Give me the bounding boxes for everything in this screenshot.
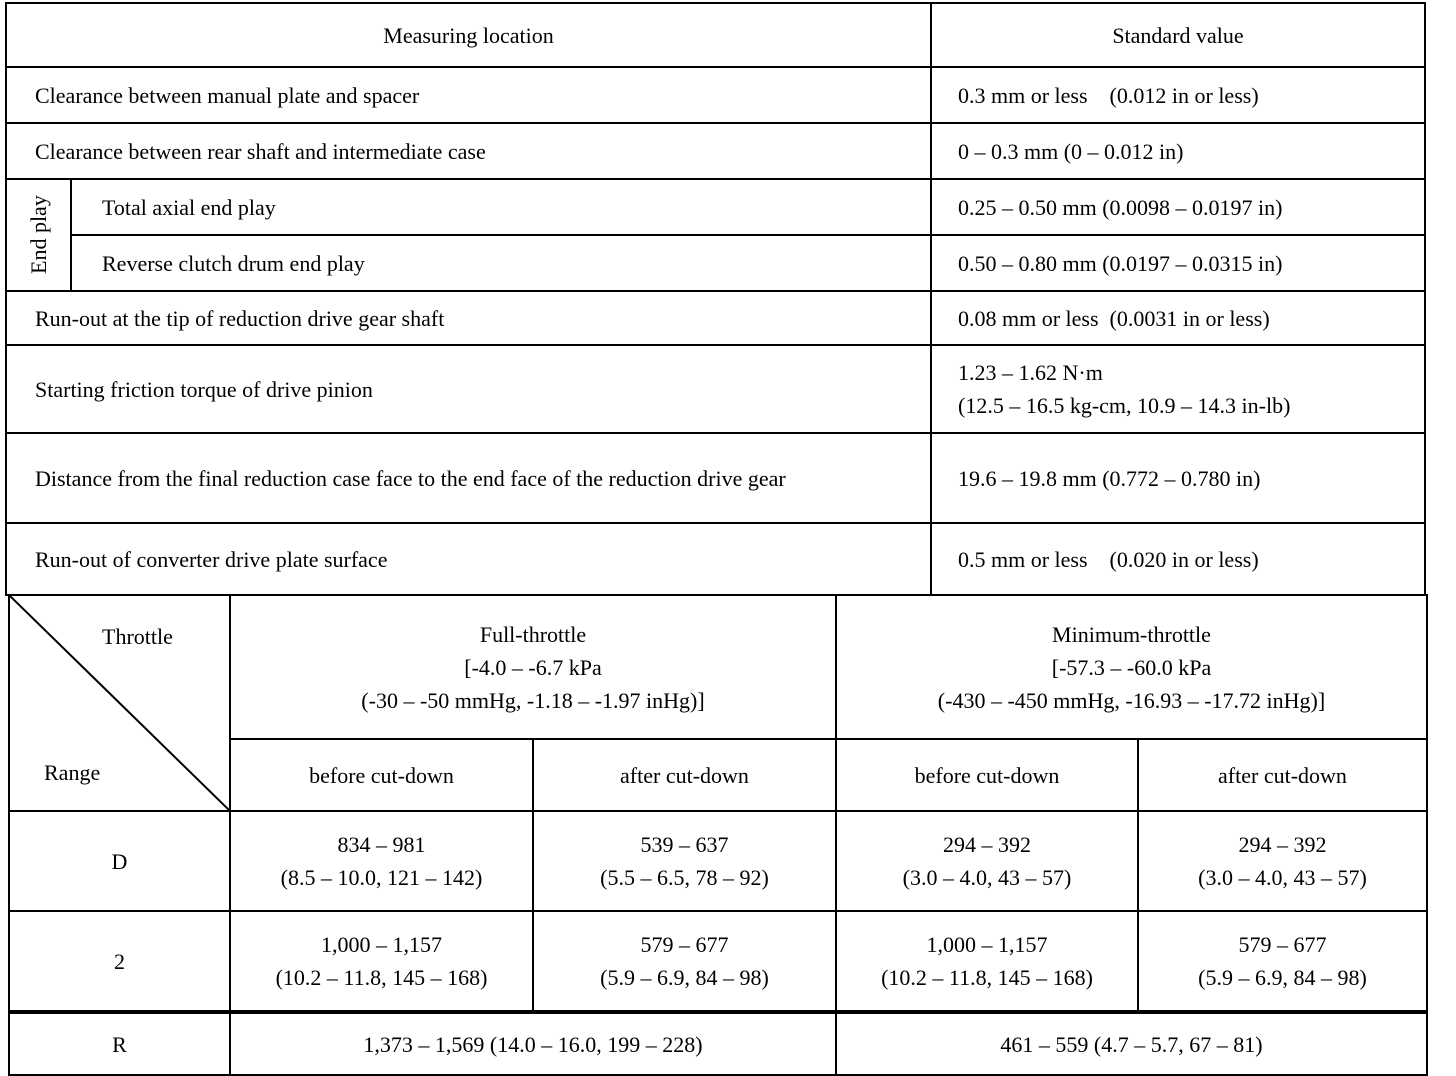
min-throttle-value: 461 – 559 (4.7 – 5.7, 67 – 81) bbox=[835, 1012, 1428, 1076]
pressure-kpa: 539 – 637 bbox=[640, 832, 729, 857]
pressure-cell bbox=[532, 810, 837, 912]
full-throttle-title: Full-throttle bbox=[479, 621, 587, 647]
pressure-kpa: 1,000 – 1,157 bbox=[321, 932, 442, 957]
range-cell: 2 bbox=[8, 910, 231, 1012]
pressure-cell bbox=[229, 910, 534, 1012]
sub-header-before: before cut-down bbox=[229, 738, 534, 812]
full-throttle-kpa: [-4.0 – -6.7 kPa bbox=[464, 654, 602, 680]
value-line: (12.5 – 16.5 kg-cm, 10.9 – 14.3 in-lb) bbox=[958, 393, 1291, 418]
value-cell: 0.5 mm or less (0.020 in or less) bbox=[930, 522, 1426, 596]
sub-header-after: after cut-down bbox=[532, 738, 837, 812]
pressure-alt-units: (5.9 – 6.9, 84 – 98) bbox=[1198, 965, 1367, 990]
corner-range-label: Range bbox=[44, 760, 101, 785]
location-cell: Run-out at the tip of reduction drive gear shaft bbox=[5, 290, 932, 346]
pressure-cell bbox=[532, 910, 837, 1012]
value-cell: 19.6 – 19.8 mm (0.772 – 0.780 in) bbox=[930, 432, 1426, 524]
end-play-group-label: End play bbox=[5, 178, 72, 292]
location-cell: Clearance between manual plate and spacer bbox=[5, 66, 932, 124]
value-cell: 0.08 mm or less (0.0031 in or less) bbox=[930, 290, 1426, 346]
header-value: Standard value bbox=[930, 2, 1426, 68]
pressure-alt-units: (8.5 – 10.0, 121 – 142) bbox=[280, 865, 483, 890]
pressure-kpa: 294 – 392 bbox=[943, 832, 1031, 857]
corner-throttle-label: Throttle bbox=[102, 624, 173, 649]
value-cell: 0 – 0.3 mm (0 – 0.012 in) bbox=[930, 122, 1426, 180]
location-cell: Total axial end play bbox=[70, 178, 932, 236]
pressure-cell bbox=[835, 910, 1139, 1012]
pressure-cell bbox=[229, 810, 534, 912]
location-cell: Clearance between rear shaft and intermediate case bbox=[5, 122, 932, 180]
min-throttle-mmhg: (-430 – -450 mmHg, -16.93 – -17.72 inHg)] bbox=[937, 687, 1326, 713]
pressure-alt-units: (10.2 – 11.8, 145 – 168) bbox=[881, 965, 1093, 990]
pressure-cell bbox=[835, 810, 1139, 912]
location-cell: Run-out of converter drive plate surface bbox=[5, 522, 932, 596]
value-cell: 0.50 – 0.80 mm (0.0197 – 0.0315 in) bbox=[930, 234, 1426, 292]
range-cell: D bbox=[8, 810, 231, 912]
range-cell: R bbox=[8, 1012, 231, 1076]
corner-header bbox=[8, 594, 231, 812]
pressure-alt-units: (5.5 – 6.5, 78 – 92) bbox=[600, 865, 769, 890]
min-throttle-kpa: [-57.3 – -60.0 kPa bbox=[1051, 654, 1212, 680]
value-cell: 0.25 – 0.50 mm (0.0098 – 0.0197 in) bbox=[930, 178, 1426, 236]
pressure-cell bbox=[1137, 910, 1428, 1012]
location-cell: Reverse clutch drum end play bbox=[70, 234, 932, 292]
pressure-kpa: 1,000 – 1,157 bbox=[926, 932, 1048, 957]
header-location: Measuring location bbox=[5, 2, 932, 68]
minimum-throttle-header bbox=[835, 594, 1428, 740]
location-cell: Distance from the final reduction case face to the end face of the reduction drive gear bbox=[5, 432, 932, 524]
sub-header-after: after cut-down bbox=[1137, 738, 1428, 812]
min-throttle-title: Minimum-throttle bbox=[1052, 621, 1211, 647]
value-cell: 0.3 mm or less (0.012 in or less) bbox=[930, 66, 1426, 124]
pressure-alt-units: (3.0 – 4.0, 43 – 57) bbox=[902, 865, 1072, 890]
pressure-kpa: 294 – 392 bbox=[1238, 832, 1327, 857]
pressure-alt-units: (10.2 – 11.8, 145 – 168) bbox=[275, 965, 488, 990]
pressure-alt-units: (5.9 – 6.9, 84 – 98) bbox=[600, 965, 769, 990]
pressure-cell bbox=[1137, 810, 1428, 912]
full-throttle-value: 1,373 – 1,569 (14.0 – 16.0, 199 – 228) bbox=[229, 1012, 837, 1076]
pressure-alt-units: (3.0 – 4.0, 43 – 57) bbox=[1198, 865, 1367, 890]
pressure-kpa: 834 – 981 bbox=[337, 832, 426, 857]
full-throttle-mmhg: (-30 – -50 mmHg, -1.18 – -1.97 inHg)] bbox=[361, 687, 705, 713]
location-cell: Starting friction torque of drive pinion bbox=[5, 344, 932, 434]
pressure-kpa: 579 – 677 bbox=[640, 932, 729, 957]
value-line: 1.23 – 1.62 N·m bbox=[958, 360, 1103, 385]
value-cell bbox=[930, 344, 1426, 434]
sub-header-before: before cut-down bbox=[835, 738, 1139, 812]
full-throttle-header bbox=[229, 594, 837, 740]
pressure-kpa: 579 – 677 bbox=[1238, 932, 1327, 957]
